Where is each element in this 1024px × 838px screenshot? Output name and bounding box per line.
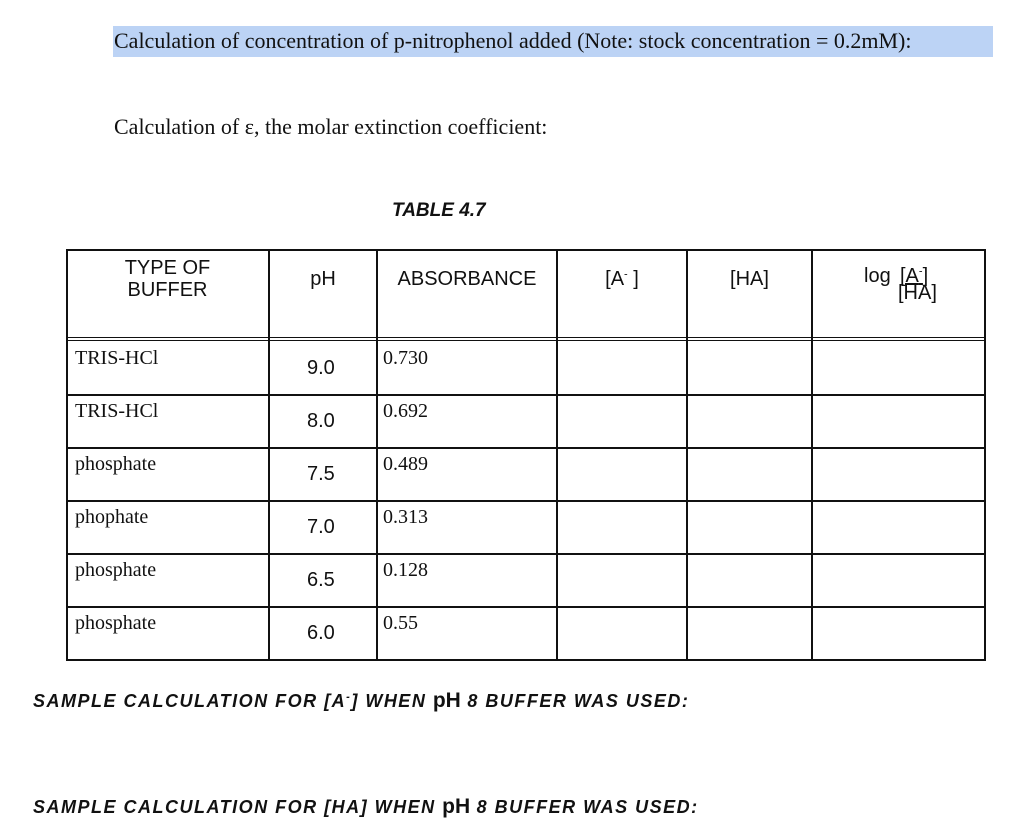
table-border-bottom: [66, 659, 986, 661]
row-2-ph: 8.0: [307, 410, 335, 432]
table-border-right: [984, 249, 986, 661]
sample-a-suffix: 8 BUFFER WAS USED:: [460, 691, 690, 711]
header-log-ratio: [812, 265, 986, 309]
table-caption: TABLE 4.7: [392, 200, 486, 221]
extinction-coefficient-heading: Calculation of ε, the molar extinction coefficient:: [114, 114, 548, 139]
log-numerator-sup: -: [918, 265, 923, 278]
column-divider: [556, 249, 558, 661]
row-4-ph: 7.0: [307, 516, 335, 538]
header-ph: pH: [310, 268, 336, 290]
log-numerator-close: ]: [922, 265, 929, 287]
sample-a-middle: ] WHEN: [351, 691, 433, 711]
sample-ha-prefix: SAMPLE CALCULATION FOR [HA] WHEN: [33, 797, 443, 817]
row-2-absorbance: 0.692: [383, 400, 428, 422]
header-divider-b: [66, 340, 986, 341]
row-divider: [66, 394, 986, 396]
table-border-top: [66, 249, 986, 251]
header-a-minus-close: ]: [627, 268, 639, 290]
row-5-ph: 6.5: [307, 569, 335, 591]
row-6-ph: 6.0: [307, 622, 335, 644]
row-3-ph: 7.5: [307, 463, 335, 485]
row-4-absorbance: 0.313: [383, 506, 428, 528]
header-ha: [HA]: [730, 268, 769, 290]
table-border-left: [66, 249, 68, 661]
row-5-buffer-type: phosphate: [75, 559, 157, 581]
header-a-minus-sup: -: [624, 268, 628, 281]
row-6-buffer-type: phosphate: [75, 612, 157, 634]
sample-a-prefix: SAMPLE CALCULATION FOR [A: [33, 691, 347, 711]
row-2-buffer-type: TRIS-HCl: [75, 400, 159, 422]
row-divider: [66, 500, 986, 502]
column-divider: [686, 249, 688, 661]
header-type-line1: TYPE OF: [124, 257, 211, 279]
row-5-absorbance: 0.128: [383, 559, 428, 581]
sample-calculation-a-minus: [33, 689, 689, 713]
concentration-heading: Calculation of concentration of p-nitrophenol added (Note: stock concentration = 0.2mM):: [113, 26, 993, 57]
column-divider: [376, 249, 378, 661]
header-a-minus: [557, 268, 687, 290]
row-3-absorbance: 0.489: [383, 453, 428, 475]
sample-ha-suffix: 8 BUFFER WAS USED:: [470, 797, 699, 817]
column-divider: [268, 249, 270, 661]
log-denominator: [HA]: [898, 282, 937, 304]
row-4-buffer-type: phophate: [75, 506, 149, 528]
sample-a-sup: -: [346, 691, 352, 703]
log-numerator-open: [A: [900, 265, 919, 287]
row-1-ph: 9.0: [307, 357, 335, 379]
row-divider: [66, 447, 986, 449]
log-prefix: log: [864, 265, 891, 287]
row-1-buffer-type: TRIS-HCl: [75, 347, 159, 369]
header-a-minus-open: [A: [605, 268, 625, 290]
buffer-absorbance-table: [66, 249, 986, 661]
header-divider-a: [66, 337, 986, 338]
header-type-line2: BUFFER: [127, 279, 208, 301]
column-divider: [811, 249, 813, 661]
header-type-of-buffer: [66, 257, 269, 301]
row-divider: [66, 606, 986, 608]
row-divider: [66, 553, 986, 555]
sample-a-ph: pH: [432, 689, 461, 712]
sample-ha-ph: pH: [442, 795, 471, 818]
sample-calculation-ha: [33, 795, 699, 819]
row-1-absorbance: 0.730: [383, 347, 428, 369]
row-3-buffer-type: phosphate: [75, 453, 157, 475]
row-6-absorbance: 0.55: [383, 612, 418, 634]
header-absorbance: ABSORBANCE: [397, 268, 537, 290]
